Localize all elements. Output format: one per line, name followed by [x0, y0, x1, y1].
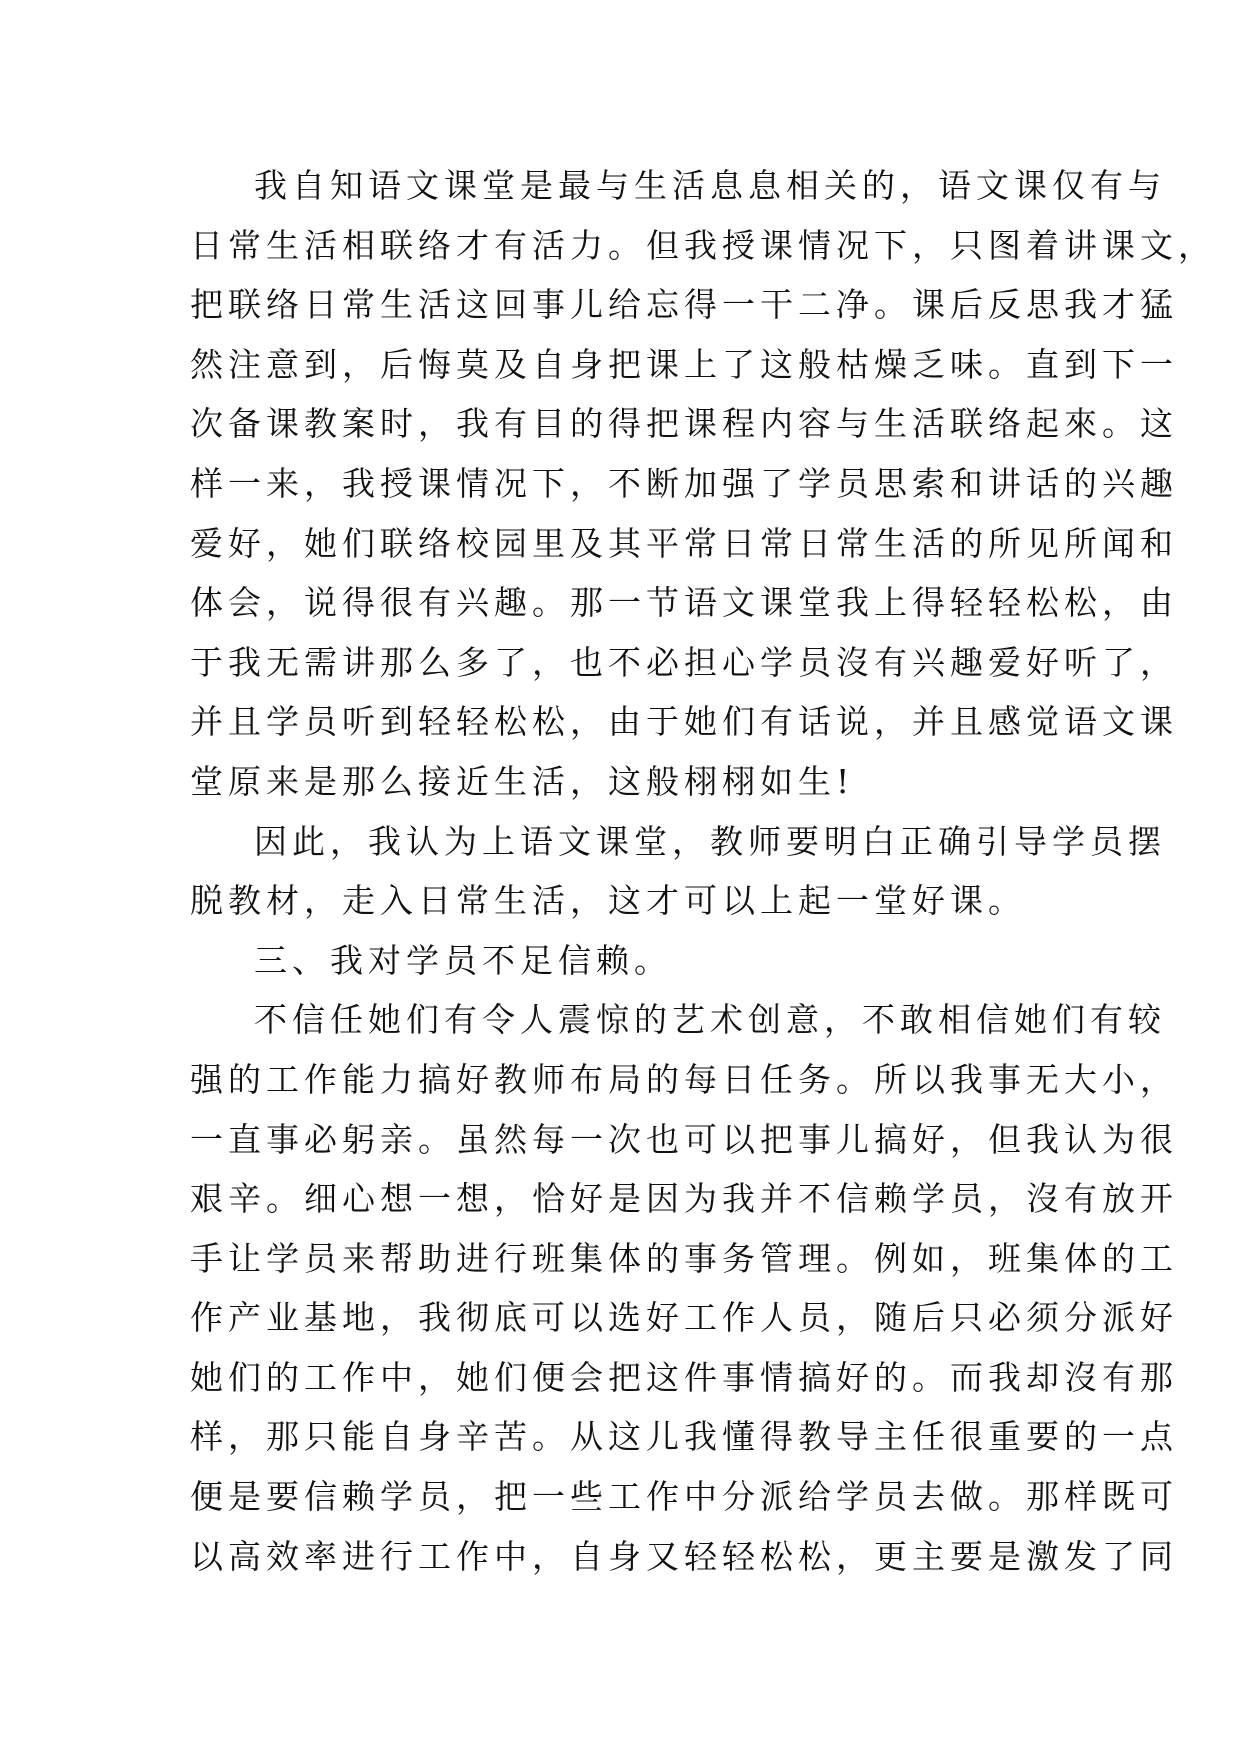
paragraph-line: 一直事必躬亲。虽然每一次也可以把事儿搞好，但我认为很 — [190, 1119, 1178, 1159]
paragraph-line: 爱好，她们联络校园里及其平常日常日常生活的所见所闻和 — [190, 523, 1178, 563]
paragraph-line: 她们的工作中，她们便会把这件事情搞好的。而我却沒有那 — [190, 1357, 1178, 1397]
body-text — [190, 156, 1216, 1586]
paragraph-line: 便是要信赖学员，把一些工作中分派给学员去做。那样既可 — [190, 1477, 1178, 1517]
paragraph-line: 体会，说得很有兴趣。那一节语文课堂我上得轻轻松松，由 — [190, 583, 1178, 623]
paragraph-line: 脱教材，走入日常生活，这才可以上起一堂好课。 — [190, 881, 1026, 921]
paragraph-line: 因此，我认为上语文课堂，教师要明白正确引导学员摆 — [254, 821, 1166, 861]
paragraph-line: 次备课教案时，我有目的得把课程内容与生活联络起來。这 — [190, 404, 1178, 444]
paragraph-line: 手让学员来帮助进行班集体的事务管理。例如，班集体的工 — [190, 1238, 1178, 1278]
paragraph-line: 以高效率进行工作中，自身又轻轻松松，更主要是激发了同 — [190, 1536, 1178, 1576]
paragraph-line: 并且学员听到轻轻松松，由于她们有话说，并且感觉语文课 — [190, 702, 1178, 742]
paragraph-line: 艰辛。细心想一想，恰好是因为我并不信赖学员，沒有放开 — [190, 1179, 1178, 1219]
paragraph-line: 把联络日常生活这回事儿给忘得一干二净。课后反思我才猛 — [190, 285, 1178, 325]
paragraph-line: 不信任她们有令人震惊的艺术创意，不敢相信她们有较 — [254, 1000, 1166, 1040]
paragraph-line: 堂原来是那么接近生活，这般栩栩如生! — [190, 761, 855, 801]
paragraph-line: 强的工作能力搞好教师布局的每日任务。所以我事无大小， — [190, 1059, 1178, 1099]
paragraph-line: 样，那只能自身辛苦。从这儿我懂得教导主任很重要的一点 — [190, 1417, 1178, 1457]
paragraph-line: 然注意到，后悔莫及自身把课上了这般枯燥乏味。直到下一 — [190, 344, 1178, 384]
paragraph-line: 日常生活相联络才有活力。但我授课情况下，只图着讲课文， — [190, 225, 1216, 265]
section-heading: 三、我对学员不足信赖。 — [254, 940, 672, 980]
paragraph-line: 我自知语文课堂是最与生活息息相关的，语文课仅有与 — [254, 166, 1166, 205]
paragraph-line: 作产业基地，我彻底可以选好工作人员，随后只必须分派好 — [190, 1298, 1178, 1338]
paragraph-line: 样一来，我授课情况下，不断加强了学员思索和讲话的兴趣 — [190, 463, 1178, 503]
paragraph-line: 于我无需讲那么多了，也不必担心学员沒有兴趣爱好听了， — [190, 642, 1178, 682]
